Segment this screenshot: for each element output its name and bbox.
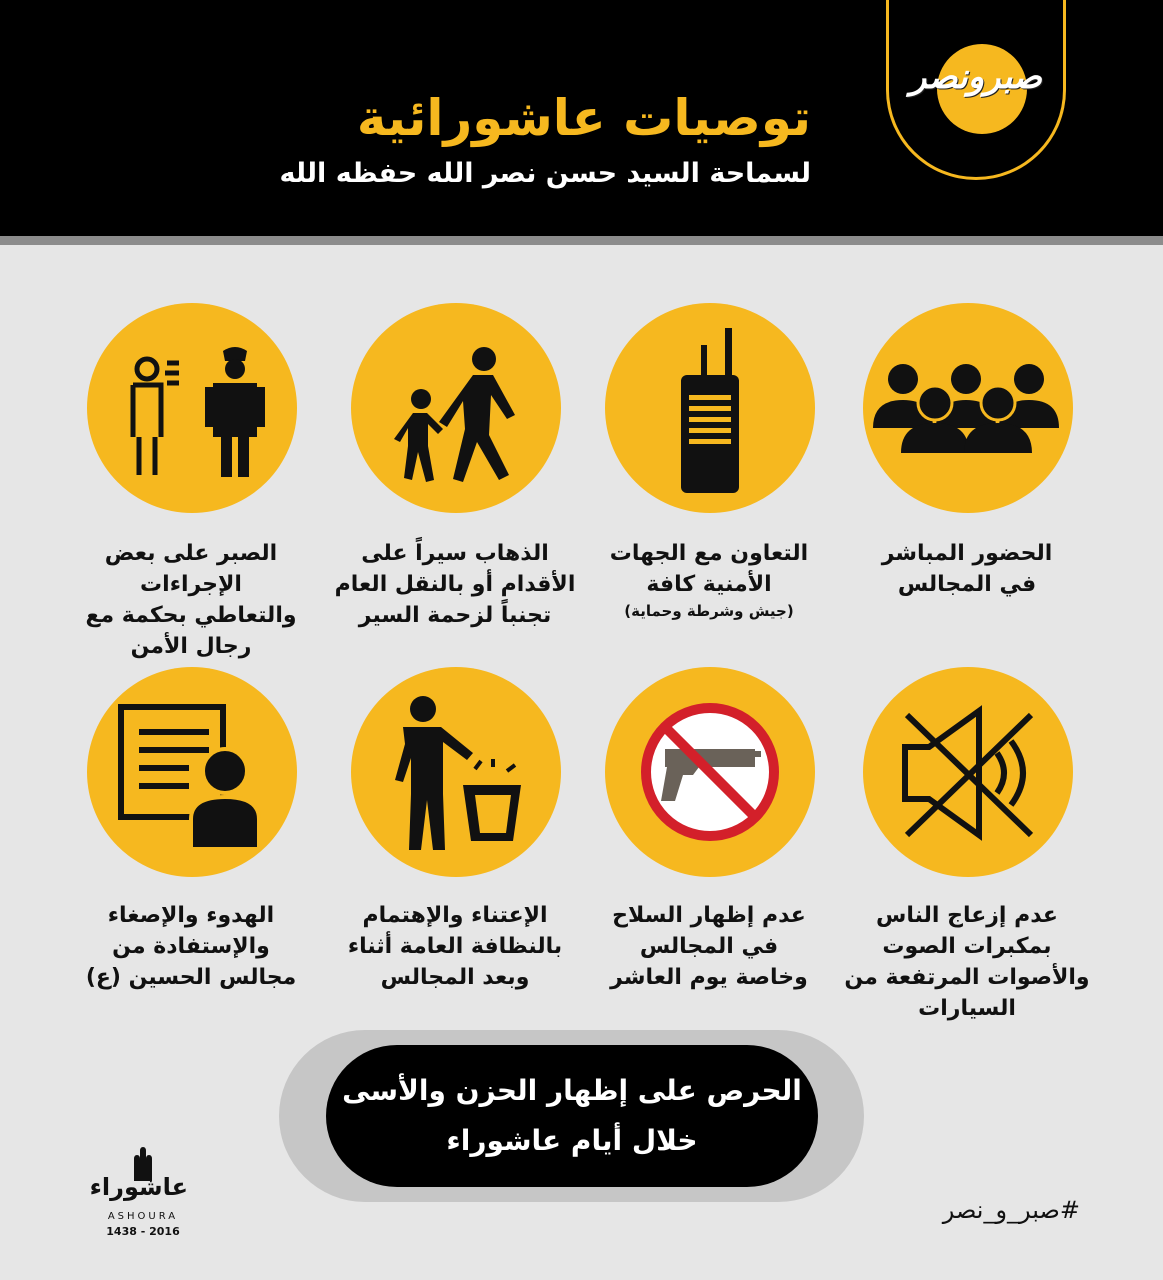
caption-security-cooperation: التعاون مع الجهات الأمنية كافة (جيش وشرطة وحماية): [609, 541, 809, 620]
ashoura-logo: عاشوراء ASHOURA 1438 - 2016: [98, 1145, 188, 1245]
hashtag: #صبر_و_نصر: [942, 1196, 1080, 1224]
page-subtitle: لسماحة السيد حسن نصر الله حفظه الله: [279, 158, 811, 189]
caption-no-noise: عدم إزعاج الناس بمكبرات الصوت والأصوات المرتفعة من السيارات: [844, 903, 1090, 1021]
caption-attendance: الحضور المباشر في المجالس: [881, 541, 1053, 597]
caption-listening: الهدوء والإصغاء والإستفادة من مجالس الحسين (ع): [85, 903, 297, 990]
walking-adult-child-icon: [351, 303, 561, 513]
litter-bin-icon: [351, 667, 561, 877]
caption-walking: الذهاب سيراً على الأقدام أو بالنقل العام تجنباً لزحمة السير: [334, 541, 576, 628]
listener-document-icon: [87, 667, 297, 877]
caption-patience: الصبر على بعض الإجراءات والتعاطي بحكمة مع رجال الأمن: [85, 541, 297, 659]
logo-text: صبرونصر: [909, 57, 1042, 97]
crowd-icon: [863, 303, 1073, 513]
header-divider: [0, 236, 1163, 245]
no-loudspeaker-icon: [863, 667, 1073, 877]
logo-badge: [886, 0, 1066, 180]
person-talking-to-police-icon: [87, 303, 297, 513]
page-title: توصيات عاشورائية: [356, 89, 811, 147]
walkie-talkie-icon: [605, 303, 815, 513]
no-weapon-icon: [605, 667, 815, 877]
caption-cleanliness: الإعتناء والإهتمام بالنظافة العامة أثناء وبعد المجالس: [347, 903, 563, 990]
closing-banner-text: الحرص على إظهار الحزن والأسى خلال أيام عاشوراء: [342, 1074, 802, 1157]
caption-no-weapons: عدم إظهار السلاح في المجالس وخاصة يوم العاشر: [610, 903, 808, 990]
header-banner: [0, 0, 1163, 236]
